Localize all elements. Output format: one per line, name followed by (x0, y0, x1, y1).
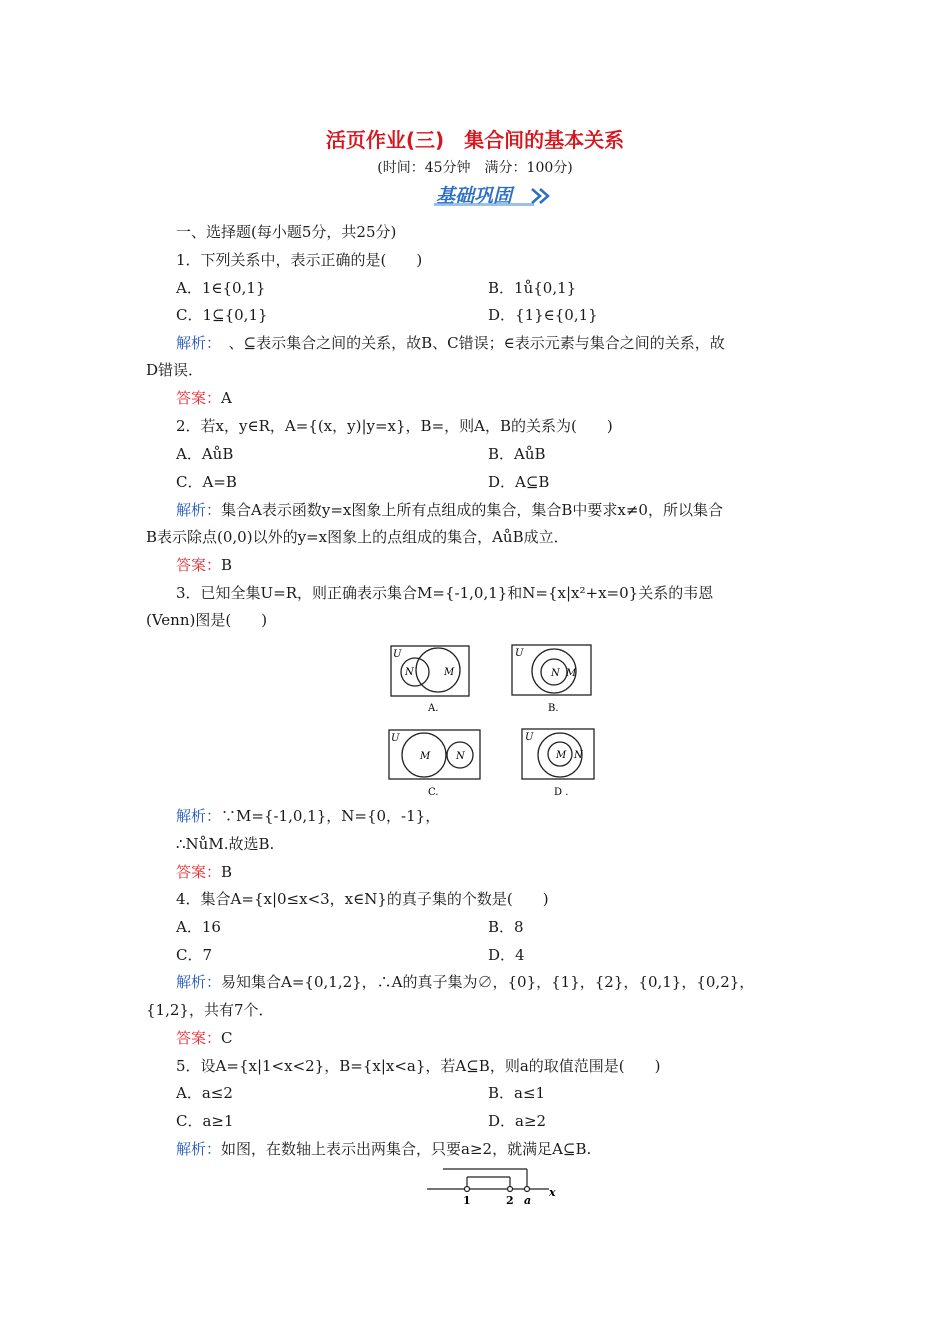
svg-text:x: x (549, 1186, 556, 1199)
q2-analysis: 解析：集合A表示函数y=x图象上所有点组成的集合，集合B中要求x≠0，所以集合 (176, 501, 723, 519)
q2-answer: 答案：B (176, 556, 233, 574)
q4-analysis-cont: {1,2}，共有7个． (146, 1001, 274, 1019)
svg-text:N: N (551, 668, 560, 679)
q5-stem: 5．设A={x|1<x<2}，B={x|x<a}，若A⊆B，则a的取值范围是( ) (176, 1057, 661, 1075)
q5-option-d: D．a≥2 (488, 1112, 547, 1130)
svg-text:N: N (574, 750, 583, 761)
svg-text:A.: A. (428, 703, 439, 714)
open-point-1 (465, 1187, 470, 1192)
q3-stem: 3．已知全集U=R，则正确表示集合M={-1,0,1}和N={x|x²+x=0}关系的韦恩 (176, 584, 714, 602)
svg-text:D .: D . (554, 787, 569, 798)
open-point-a (525, 1187, 530, 1192)
svg-text:B.: B. (548, 703, 559, 714)
q5-option-c: C．a≥1 (176, 1112, 234, 1130)
svg-text:M: M (444, 667, 455, 678)
svg-text:M: M (566, 668, 577, 679)
page-title: 活页作业(三) 集合间的基本关系 (325, 128, 625, 152)
svg-text:U: U (525, 732, 534, 743)
q1-analysis-cont: D错误． (146, 361, 204, 379)
time-score-info: (时间：45分钟 满分：100分) (377, 160, 573, 176)
q4-answer: 答案：C (176, 1029, 233, 1047)
number-line-figure (425, 1163, 565, 1209)
svg-text:1: 1 (463, 1194, 471, 1207)
q2-stem: 2．若x，y∈R，A={(x，y)|y=x}，B=，则A，B的关系为( ) (176, 417, 613, 435)
q3-analysis: 解析：∵M={-1,0,1}，N={0，-1}， (176, 807, 441, 825)
section-heading: 一、选择题(每小题5分，共25分) (176, 223, 397, 241)
open-point-2 (508, 1187, 513, 1192)
analysis-label: 解析： (176, 334, 214, 352)
svg-text:M: M (420, 751, 431, 762)
svg-text:2: 2 (506, 1194, 514, 1207)
q4-option-b: B．8 (488, 918, 524, 936)
badge-text: 基础巩固 (436, 185, 513, 207)
double-chevron-icon (532, 189, 548, 203)
svg-text:N: N (405, 667, 414, 678)
q2-option-b: B．AůB (488, 445, 546, 463)
q5-analysis: 解析：如图，在数轴上表示出两集合，只要a≥2，就满足A⊆B. (176, 1140, 592, 1158)
q1-option-c: C．1⊆{0,1} (176, 306, 268, 324)
q1-answer: 答案：A (176, 389, 232, 407)
svg-text:a: a (524, 1194, 532, 1207)
q5-option-a: A．a≤2 (176, 1084, 233, 1102)
svg-text:N: N (456, 751, 465, 762)
q4-option-c: C．7 (176, 946, 213, 964)
venn-a-universe (391, 646, 469, 696)
svg-text:U: U (393, 649, 402, 660)
q5-option-b: B．a≤1 (488, 1084, 546, 1102)
q2-option-c: C．A=B (176, 473, 237, 491)
q2-option-d: D．A⊆B (488, 473, 550, 491)
q4-stem: 4．集合A={x|0≤x<3，x∈N}的真子集的个数是( ) (176, 890, 549, 908)
section-badge (432, 183, 552, 209)
svg-text:U: U (515, 648, 524, 659)
q2-analysis-cont: B表示除点(0,0)以外的y=x图象上的点组成的集合，AůB成立． (146, 528, 569, 546)
svg-text:U: U (391, 733, 400, 744)
q4-analysis: 解析：易知集合A={0,1,2}，∴A的真子集为∅，{0}，{1}，{2}，{0,1}，{0,2}， (176, 973, 755, 991)
q1-option-a: A．1∈{0,1} (176, 279, 266, 297)
q4-option-a: A．16 (176, 918, 221, 936)
svg-text:M: M (556, 750, 567, 761)
q3-answer: 答案：B (176, 863, 233, 881)
q3-stem-cont: (Venn)图是( ) (146, 611, 268, 629)
q4-option-d: D．4 (488, 946, 525, 964)
svg-text:C.: C. (428, 787, 439, 798)
q1-stem: 1．下列关系中，表示正确的是( ) (176, 251, 423, 269)
venn-diagrams-figure (380, 640, 600, 802)
q3-analysis-cont: ∴NůM.故选B. (176, 835, 275, 853)
q2-option-a: A．AůB (176, 445, 234, 463)
q1-option-d: D．{1}∈{0,1} (488, 306, 598, 324)
q1-analysis: 解析： 、⊆表示集合之间的关系，故B、C错误；∈表示元素与集合之间的关系，故 (176, 334, 725, 352)
q1-option-b: B．1ů{0,1} (488, 279, 577, 297)
